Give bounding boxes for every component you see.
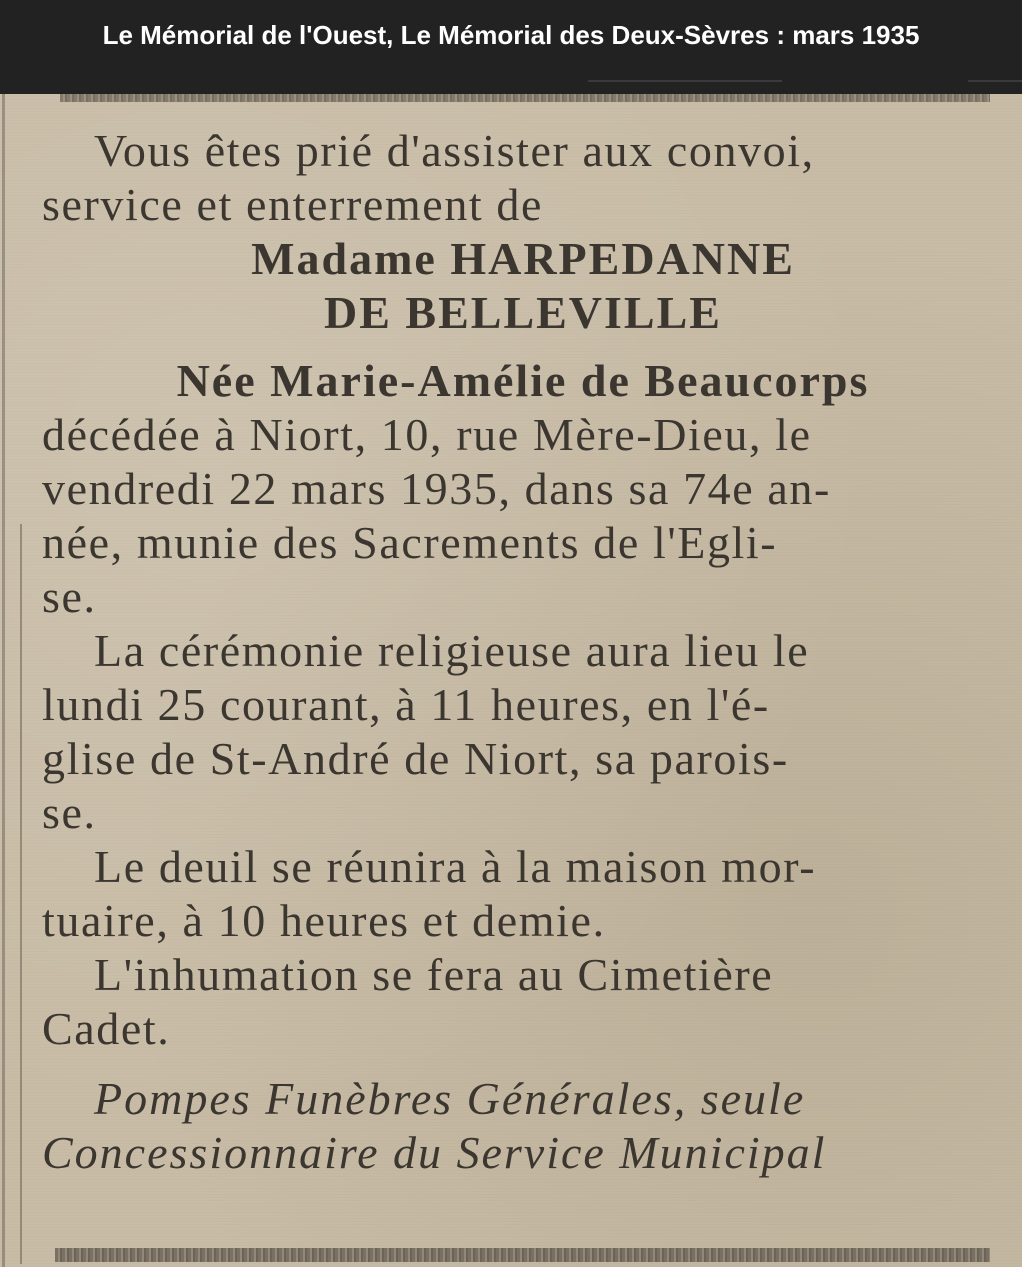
obituary-notice	[42, 124, 1004, 1180]
credit-line: Concessionnaire du Service Municipal	[42, 1127, 827, 1178]
left-edge	[2, 94, 5, 1267]
mourning-line: tuaire, à 10 heures et demie.	[42, 895, 606, 946]
intro-line: Vous êtes prié d'assister aux convoi,	[94, 125, 815, 176]
credit-line: Pompes Funèbres Générales, seule	[94, 1073, 806, 1124]
title-divider	[588, 80, 782, 82]
deceased-name-line1: Madame HARPEDANNE	[251, 233, 795, 284]
mourning-line: Le deuil se réunira à la maison mor-	[94, 841, 817, 892]
intro-paragraph	[42, 124, 1004, 232]
ceremony-paragraph	[42, 624, 1004, 840]
newspaper-clipping	[0, 94, 1022, 1267]
window-title: Le Mémorial de l'Ouest, Le Mémorial des Deux-Sèvres : mars 1935	[102, 20, 920, 50]
bottom-rule	[55, 1248, 990, 1262]
ceremony-line: La cérémonie religieuse aura lieu le	[94, 625, 810, 676]
death-line: se.	[42, 571, 97, 622]
death-line: vendredi 22 mars 1935, dans sa 74e an-	[42, 463, 831, 514]
burial-line: L'inhumation se fera au Cimetière	[94, 949, 774, 1000]
top-rule	[60, 94, 990, 102]
funeral-home-credit	[42, 1072, 1004, 1180]
burial-line: Cadet.	[42, 1003, 171, 1054]
death-line: décédée à Niort, 10, rue Mère-Dieu, le	[42, 409, 812, 460]
burial-paragraph	[42, 948, 1004, 1056]
column-rule	[20, 524, 22, 1264]
mourning-paragraph	[42, 840, 1004, 948]
intro-line: service et enterrement de	[42, 179, 544, 230]
death-line: née, munie des Sacrements de l'Egli-	[42, 517, 778, 568]
ceremony-line: lundi 25 courant, à 11 heures, en l'é-	[42, 679, 770, 730]
title-bar	[0, 0, 1022, 94]
death-paragraph	[42, 408, 1004, 624]
ceremony-line: glise de St-André de Niort, sa parois-	[42, 733, 789, 784]
title-divider-right	[968, 80, 1022, 82]
ceremony-line: se.	[42, 787, 97, 838]
maiden-name: Née Marie-Amélie de Beaucorps	[176, 355, 870, 406]
deceased-name-line2: DE BELLEVILLE	[324, 287, 722, 338]
